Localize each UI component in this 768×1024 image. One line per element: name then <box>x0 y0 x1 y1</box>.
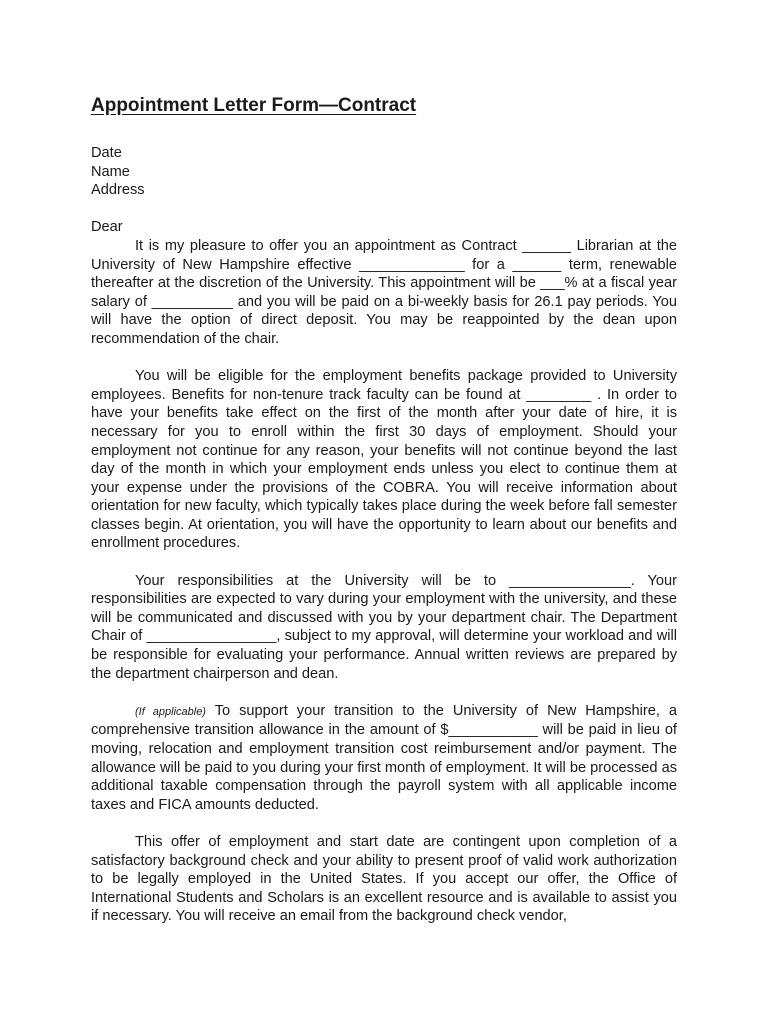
paragraph-background-check-text: This offer of employment and start date are contingent upon completion of a satisfactory background check and your ability to present proof of valid work authorization to be legally employed in the United States. If you accept our offer, the Office of International Students and Scholars is an excellent resource and is available to assist you if necessary. You will receive an email from the background check vendor, <box>91 833 677 925</box>
date-line: Date <box>91 145 122 161</box>
name-line: Name <box>91 163 130 180</box>
paragraph-background-check <box>91 833 677 926</box>
paragraph-benefits <box>91 367 677 553</box>
salutation: Dear <box>91 219 123 236</box>
if-applicable-note: (If applicable) <box>135 705 206 718</box>
paragraph-transition-allowance-text: To support your transition to the University of New Hampshire, a comprehensive transition allowance in the amount of $___________ will be paid in lieu of moving, relocation and employment transition cost reimbursement and/or payment. The allowance will be paid to you during your first month of employment. It will be processed as additional taxable compensation through the payroll system with all applicable income taxes and FICA amounts deducted. <box>91 702 677 813</box>
paragraph-benefits-text: You will be eligible for the employment benefits package provided to University employees. Benefits for non-tenure track faculty can be found at ________ . In order to have your benefits take effect on the first of the month after your date of hire, it is necessary for you to enroll within the first 30 days of employment. Should your employment not continue for any reason, your benefits will not continue beyond the last day of the month in which your employment ends unless you elect to continue them at your expense under the provisions of the COBRA. You will receive information about orientation for new faculty, which typically takes place during the week before fall semester classes begin. At orientation, you will have the opportunity to learn about our benefits and enrollment procedures. <box>91 368 677 552</box>
document-title: Appointment Letter Form—Contract <box>91 95 417 116</box>
letter-page <box>91 94 677 945</box>
address-line: Address <box>91 182 145 199</box>
paragraph-responsibilities-text: Your responsibilities at the University will be to _______________. Your responsibilities are expected to vary during your employment with the university, and these will be communicated and discussed with you by your department chair. The Department Chair of ________________, subject to my approval, will determine your workload and will be responsible for evaluating your performance. Annual written reviews are prepared by the department chairperson and dean. <box>91 572 677 682</box>
paragraph-appointment-text: It is my pleasure to offer you an appointment as Contract ______ Librarian at the University of New Hampshire effective _____________ for a ______ term, renewable thereafter at the discretion of the University. This appointment will be ___% at a fiscal year salary of __________ and you will be paid on a bi-weekly basis for 26.1 pay periods. You will have the option of direct deposit. You may be reappointed by the dean upon recommendation of the chair. <box>91 237 677 347</box>
paragraph-appointment <box>91 237 677 349</box>
paragraph-responsibilities <box>91 572 677 684</box>
address-block <box>91 144 677 200</box>
paragraph-transition-allowance <box>91 702 677 815</box>
